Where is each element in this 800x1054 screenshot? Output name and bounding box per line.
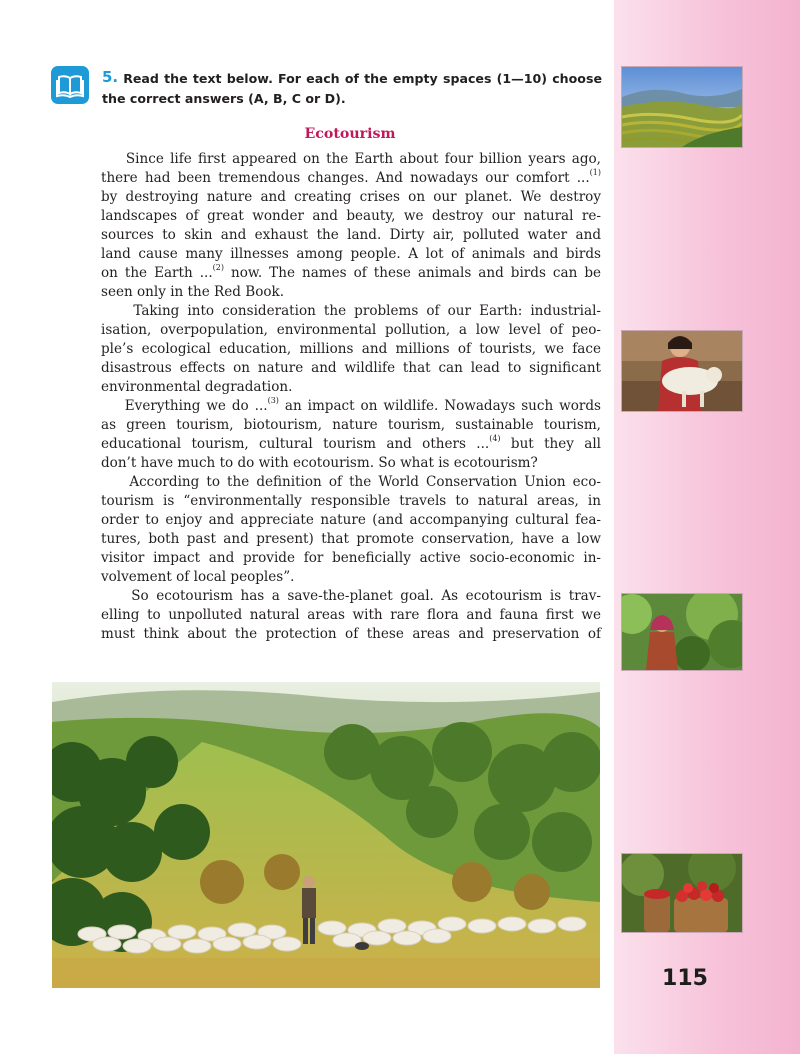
gap-marker: (4): [489, 434, 501, 444]
text-line: isation, overpopulation, environmental pollution, a low level of peo-: [101, 322, 601, 338]
page-number: 115: [662, 966, 708, 991]
woman-in-forest-photo: [621, 593, 743, 671]
text-line: volvement of local peoples”.: [101, 569, 295, 585]
text-line: don’t have much to do with ecotourism. So what is ecotourism?: [101, 455, 538, 471]
girl-with-lamb-photo: [621, 330, 743, 412]
text-line: land cause many illnesses among people. A lot of animals and birds: [101, 246, 601, 262]
paragraph-1: [101, 150, 601, 302]
text-line: According to the definition of the World Conservation Union eco-: [129, 474, 601, 490]
text-line: ple’s ecological education, millions and millions of tourists, we face: [101, 341, 601, 357]
text-line: seen only in the Red Book.: [101, 284, 285, 300]
paragraph-2: [101, 302, 601, 397]
apple-baskets-photo: [621, 853, 743, 933]
text-line: visitor impact and provide for beneficially active socio-economic in-: [101, 550, 601, 566]
text-line: So ecotourism has a save-the-planet goal. As ecotourism is trav-: [131, 588, 601, 604]
text-line: disastrous effects on nature and wildlife that can lead to significant: [101, 360, 601, 376]
text-line: sources to skin and exhaust the land. Dirty air, polluted water and: [101, 227, 601, 243]
task-number: 5.: [102, 68, 119, 86]
text-line: Taking into consideration the problems of our Earth: industrial-: [133, 303, 601, 319]
gap-marker: (2): [212, 263, 224, 273]
hillside-sheep-flock-photo: [52, 682, 600, 988]
paragraph-3: [101, 397, 601, 473]
gap-marker: (1): [589, 168, 601, 178]
text-line: elling to unpolluted natural areas with rare flora and fauna first we: [101, 607, 601, 623]
open-book-icon: [51, 66, 89, 104]
text-line: on the Earth ...$^{(2)}$ now. The names of these animals and birds can be: [101, 263, 602, 281]
text-line: order to enjoy and appreciate nature (and accompanying cultural fea-: [101, 512, 601, 528]
text-line: Everything we do ...$^{(3)}$ an impact on wildlife. Nowadays such words: [124, 396, 602, 414]
text-line: tures, both past and present) that promote conservation, have a low: [101, 531, 601, 547]
text-line: tourism is “environmentally responsible travels to natural areas, in: [101, 493, 601, 509]
task-instruction: Read the text below. For each of the empty spaces (1—10) choose the correct answers (A, B, C or D).: [102, 71, 602, 106]
text-line: Since life first appeared on the Earth about four billion years ago,: [125, 151, 601, 167]
article-title: Ecotourism: [304, 126, 396, 142]
text-line: educational tourism, cultural tourism and others ...$^{(4)}$ but they all: [101, 434, 602, 452]
text-line: by destroying nature and creating crises on our planet. We destroy: [101, 189, 601, 205]
text-line: landscapes of great wonder and beauty, we destroy our natural re-: [101, 208, 601, 224]
text-line: as green tourism, biotourism, nature tourism, sustainable tourism,: [101, 417, 601, 433]
paragraph-4: [101, 473, 601, 587]
terraced-fields-photo: [621, 66, 743, 148]
paragraph-5: [101, 587, 601, 644]
article-body: [101, 150, 601, 644]
gap-marker: (3): [267, 396, 279, 406]
text-line: must think about the protection of these areas and preservation of: [101, 626, 601, 642]
text-line: environmental degradation.: [101, 379, 293, 395]
text-line: there had been tremendous changes. And nowadays our comfort ...$^{(1)}$: [101, 168, 601, 186]
